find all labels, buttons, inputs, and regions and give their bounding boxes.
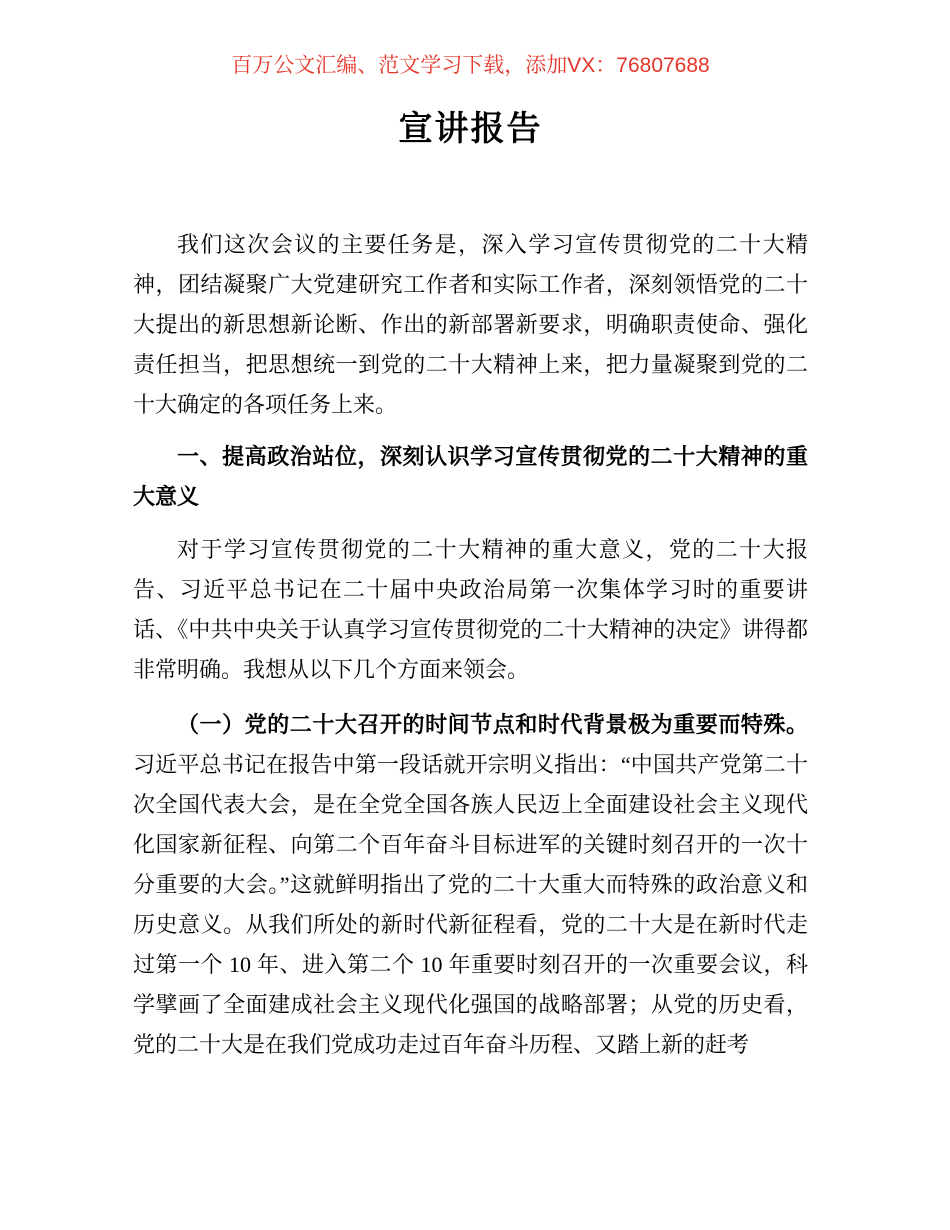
watermark-banner: 百万公文汇编、范文学习下载，添加VX：76807688 — [231, 54, 710, 77]
section-1-heading: 一、提高政治站位，深刻认识学习宣传贯彻党的二十大精神的重大意义 — [133, 444, 808, 509]
intro-paragraph: 我们这次会议的主要任务是，深入学习宣传贯彻党的二十大精神，团结凝聚广大党建研究工作者和实际工作者，深刻领悟党的二十大提出的新思想新论断、作出的新部署新要求，明确职责使命、强化责任担当，把思想统一到党的二十大精神上来，把力量凝聚到党的二十大确定的各项任务上来。 — [133, 232, 808, 417]
subsection-1-text: 习近平总书记在报告中第一段话就开宗明义指出：“中国共产党第二十次全国代表大会，是在全党全国各族人民迈上全面建设社会主义现代化国家新征程、向第二个百年奋斗目标进军的关键时刻召开的一次十分重要的大会。”这就鲜明指出了党的二十大重大而特殊的政治意义和历史意义。从我们所处的新时代新征程看，党的二十大是在新时代走过第一个 10 年、进入第二个 10 年重要时刻召开的一次重要会议，科学擘画了全面建成社会主义现代化强国的战略部署；从党的历史看，党的二十大是在我们党成功走过百年奋斗历程、又踏上新的赶考 — [133, 752, 808, 1057]
subsection-1-lead: （一）党的二十大召开的时间节点和时代背景极为重要而特殊。 — [177, 712, 808, 737]
document-title: 宣讲报告 — [398, 111, 543, 148]
section-1-paragraph: 对于学习宣传贯彻党的二十大精神的重大意义，党的二十大报告、习近平总书记在二十届中央政治局第一次集体学习时的重要讲话、《中共中央关于认真学习宣传贯彻党的二十大精神的决定》讲得都非常明确。我想从以下几个方面来领会。 — [133, 537, 808, 682]
subsection-1-paragraph — [133, 705, 808, 1065]
